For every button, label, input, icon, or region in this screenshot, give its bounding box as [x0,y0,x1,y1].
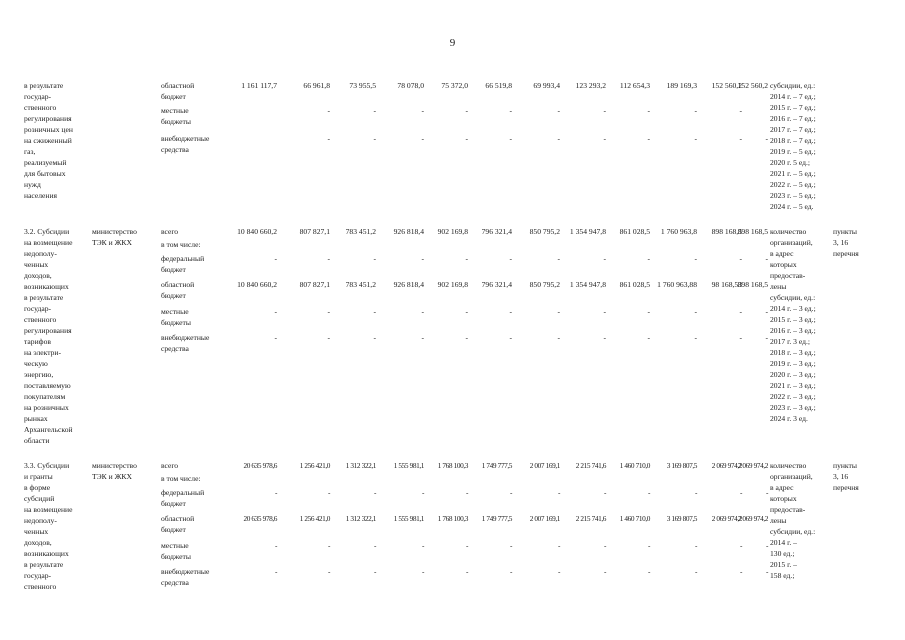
page-number: 9 [449,37,456,49]
funding-value-cell: - [509,567,512,576]
funding-source-label: внебюджетные средства [161,333,210,353]
funding-value-cell: - [647,134,650,143]
funding-source-label: всего [161,227,179,236]
funding-value-cell: - [694,254,697,263]
funding-value-cell: - [694,488,697,497]
funding-value-cell: - [465,488,468,497]
funding-value-cell: - [274,307,277,316]
funding-value-cell: - [465,307,468,316]
funding-source-label: всего [161,461,179,470]
funding-value-cell: - [765,333,768,342]
funding-value-cell: - [765,488,768,497]
item-reference: пункты 3, 16 перечня [833,227,859,258]
item-description: 3.2. Субсидии на возмещение недополу- ченных доходов, возникающих в результате государ- ственного регулирования тарифов на электри- ческую энергию, поставляемую покупателям на розничных рынках Архангельской области [24,227,73,445]
funding-source-label: внебюджетные средства [161,567,210,587]
funding-value-cell: 807 827,1 [299,280,330,289]
funding-value-cell: - [465,333,468,342]
funding-value-cell: 898 168,5 [711,227,742,236]
funding-value-cell: 2 069 974,2 [737,461,768,470]
funding-value-cell: - [603,134,606,143]
funding-value-cell: - [739,541,742,550]
funding-value-cell: - [421,307,424,316]
funding-value-cell: - [421,106,424,115]
funding-value-cell: - [327,106,330,115]
funding-value-cell: - [694,307,697,316]
funding-value-cell: - [421,254,424,263]
funding-value-cell: - [765,254,768,263]
funding-value-cell: 2 215 741,6 [575,514,606,523]
funding-value-cell: 796 321,4 [481,280,512,289]
funding-source-label: местные бюджеты [161,541,191,561]
funding-value-cell: - [274,254,277,263]
funding-value-cell: - [465,106,468,115]
item-description: 3.3. Субсидии и гранты в форме субсидий на возмещение недополу- ченных доходов, возникающих в результате государ- ственного [24,461,73,591]
item-executor: министерство ТЭК и ЖКХ [92,227,137,247]
funding-value-cell: 152 560,2 [737,81,768,90]
funding-value-cell: - [327,333,330,342]
funding-source-label: областной бюджет [161,280,195,300]
funding-value-cell: 1 555 981,1 [393,514,424,523]
funding-source-label: внебюджетные средства [161,134,210,154]
program-item-3-2 [0,226,905,445]
funding-value-cell: 75 372,0 [441,81,468,90]
item-indicator: количество организаций, в адрес которых предостав- лены субсидии, ед.: 2014 г. – 130 ед.; 2015 г. – 158 ед.; [770,461,816,580]
funding-value-cell: - [327,134,330,143]
item-executor: министерство ТЭК и ЖКХ [92,461,137,481]
funding-row-values [0,279,905,290]
funding-row-values [0,487,905,498]
funding-value-cell: 20 635 978,6 [243,461,277,470]
funding-value-cell: - [421,134,424,143]
funding-value-cell: 861 028,5 [619,280,650,289]
funding-value-cell: 2 007 169,1 [529,514,560,523]
funding-value-cell: - [327,567,330,576]
funding-value-cell: 98 168,53 [711,280,742,289]
funding-value-cell: 1 256 421,0 [299,514,330,523]
funding-value-cell: - [421,333,424,342]
funding-value-cell: - [327,307,330,316]
funding-value-cell: 1 749 777,5 [481,461,512,470]
funding-row-values [0,332,905,343]
funding-value-cell: - [509,106,512,115]
funding-value-cell: - [465,134,468,143]
funding-value-cell: - [739,488,742,497]
funding-value-cell: - [274,567,277,576]
funding-value-cell: - [694,333,697,342]
funding-value-cell: - [557,134,560,143]
program-item-3-3 [0,460,905,600]
funding-value-cell: - [509,488,512,497]
funding-value-cell: - [373,106,376,115]
funding-value-cell: 861 028,5 [619,227,650,236]
funding-value-cell: 1 354 947,8 [569,280,606,289]
item-reference: пункты 3, 16 перечня [833,461,859,492]
funding-value-cell: - [694,134,697,143]
funding-value-cell: 2 069 974,2 [711,461,742,470]
funding-value-cell: - [509,134,512,143]
funding-value-cell: 1 768 100,3 [437,514,468,523]
funding-value-cell: 850 795,2 [529,227,560,236]
funding-value-cell: - [373,134,376,143]
funding-value-cell: 1 312 322,1 [345,514,376,523]
funding-value-cell: 3 169 807,5 [666,461,697,470]
funding-value-cell: - [557,307,560,316]
funding-value-cell: 2 069 974,2 [711,514,742,523]
funding-value-cell: 807 827,1 [299,227,330,236]
funding-value-cell: 3 169 807,5 [666,514,697,523]
funding-value-cell: - [421,541,424,550]
funding-value-cell: 796 321,4 [481,227,512,236]
funding-value-cell: - [739,307,742,316]
funding-value-cell: - [274,333,277,342]
funding-value-cell: - [603,541,606,550]
funding-value-cell: - [373,567,376,576]
funding-value-cell: - [509,333,512,342]
funding-value-cell: 1 312 322,1 [345,461,376,470]
funding-value-cell: 1 768 100,3 [437,461,468,470]
funding-value-cell: 1 760 963,88 [657,280,697,289]
funding-value-cell: - [739,567,742,576]
funding-source-label: федеральный бюджет [161,254,205,274]
funding-value-cell: - [327,541,330,550]
funding-value-cell: 850 795,2 [529,280,560,289]
funding-value-cell: - [327,488,330,497]
funding-value-cell: - [739,106,742,115]
funding-value-cell: - [465,567,468,576]
funding-value-cell: 1 354 947,8 [569,227,606,236]
funding-value-cell: - [603,307,606,316]
funding-value-cell: - [765,541,768,550]
funding-value-cell: 926 818,4 [393,227,424,236]
funding-value-cell: - [765,567,768,576]
funding-source-label: областной бюджет [161,81,195,101]
funding-value-cell: 78 078,0 [397,81,424,90]
funding-source-label: местные бюджеты [161,307,191,327]
funding-value-cell: - [465,541,468,550]
funding-value-cell: - [373,541,376,550]
funding-source-label: местные бюджеты [161,106,191,126]
funding-value-cell: - [739,254,742,263]
funding-value-cell: 926 818,4 [393,280,424,289]
funding-value-cell: 20 635 978,6 [243,514,277,523]
funding-value-cell: 1 760 963,8 [660,227,697,236]
funding-value-cell: 1 460 710,0 [619,514,650,523]
program-item-lpg-subsidy [0,80,905,215]
funding-source-label: областной бюджет [161,514,195,534]
funding-value-cell: - [647,106,650,115]
funding-value-cell: - [647,254,650,263]
funding-value-cell: - [647,307,650,316]
funding-value-cell: 66 519,8 [485,81,512,90]
funding-value-cell: - [765,134,768,143]
funding-value-cell: - [647,541,650,550]
funding-row-values [0,513,905,524]
funding-value-cell: - [603,567,606,576]
funding-value-cell: - [557,488,560,497]
funding-value-cell: 66 961,8 [303,81,330,90]
funding-value-cell: - [739,333,742,342]
funding-value-cell: - [465,254,468,263]
funding-value-cell: 783 451,2 [345,280,376,289]
funding-value-cell: 2 069 974,2 [737,514,768,523]
funding-source-label: в том числе: [161,240,201,249]
funding-value-cell: 112 654,3 [619,81,650,90]
funding-value-cell: 1 161 117,7 [241,81,277,90]
funding-row-values [0,80,905,91]
funding-value-cell: - [509,254,512,263]
funding-value-cell: 902 169,8 [437,227,468,236]
funding-value-cell: - [421,488,424,497]
funding-value-cell: 1 460 710,0 [619,461,650,470]
funding-value-cell: 2 215 741,6 [575,461,606,470]
funding-value-cell: - [373,488,376,497]
funding-value-cell: - [739,134,742,143]
funding-value-cell: 902 169,8 [437,280,468,289]
funding-value-cell: - [765,307,768,316]
funding-value-cell: 1 256 421,0 [299,461,330,470]
funding-value-cell: - [647,333,650,342]
funding-value-cell: - [647,567,650,576]
funding-value-cell: - [373,254,376,263]
funding-value-cell: 73 955,5 [349,81,376,90]
funding-source-label: в том числе: [161,474,201,483]
item-indicator: субсидии, ед.: 2014 г. – 7 ед.; 2015 г. – 7 ед.; 2016 г. – 7 ед.; 2017 г. – 7 ед.; 2018 г. – 7 ед.; 2019 г. – 5 ед.; 2020 г. 5 ед.; 2021 г. – 5 ед.; 2022 г. – 5 ед.; 2023 г. – 5 ед.; 2024 г. – 5 ед. [770,81,816,211]
funding-value-cell: - [557,106,560,115]
funding-value-cell: - [557,333,560,342]
funding-value-cell: - [373,333,376,342]
funding-value-cell: - [274,488,277,497]
funding-value-cell: - [509,307,512,316]
funding-value-cell: 1 749 777,5 [481,514,512,523]
funding-value-cell: 783 451,2 [345,227,376,236]
funding-row-values [0,226,905,237]
funding-value-cell: - [421,567,424,576]
funding-source-label: федеральный бюджет [161,488,205,508]
funding-value-cell: - [557,541,560,550]
funding-value-cell: 69 993,4 [533,81,560,90]
funding-value-cell: - [603,333,606,342]
funding-value-cell: - [557,567,560,576]
funding-value-cell: - [373,307,376,316]
funding-row-values [0,105,905,116]
funding-value-cell: - [509,541,512,550]
funding-value-cell: - [327,254,330,263]
funding-value-cell: 10 840 660,2 [237,280,277,289]
funding-value-cell: 152 560,2 [711,81,742,90]
funding-value-cell: - [603,488,606,497]
funding-value-cell: - [603,254,606,263]
funding-row-values [0,306,905,317]
funding-value-cell: - [694,567,697,576]
funding-value-cell: 189 169,3 [666,81,697,90]
funding-value-cell: 10 840 660,2 [237,227,277,236]
funding-value-cell: 2 007 169,1 [529,461,560,470]
funding-row-values [0,253,905,264]
funding-value-cell: - [647,488,650,497]
funding-value-cell: 898 168,5 [737,280,768,289]
funding-row-values [0,566,905,577]
item-indicator: количество организаций, в адрес которых предостав- лены субсидии, ед.: 2014 г. – 3 ед.; 2015 г. – 3 ед.; 2016 г. – 3 ед.; 2017 г. 3 ед.; 2018 г. – 3 ед.; 2019 г. – 3 ед.; 2020 г. – 3 ед.; 2021 г. – 3 ед.; 2022 г. – 3 ед.; 2023 г. – 3 ед.; 2024 г. 3 ед. [770,227,816,423]
funding-value-cell: 898 168,5 [737,227,768,236]
funding-row-values [0,460,905,471]
funding-row-values [0,133,905,144]
funding-value-cell: - [274,541,277,550]
funding-value-cell: - [694,541,697,550]
funding-row-values [0,540,905,551]
item-description: в результате государ- ственного регулирования розничных цен на сжиженный газ, реализуемый для бытовых нужд населения [24,81,73,200]
funding-value-cell: - [557,254,560,263]
funding-value-cell: - [694,106,697,115]
funding-value-cell: - [603,106,606,115]
funding-value-cell: 123 293,2 [575,81,606,90]
funding-value-cell: 1 555 981,1 [393,461,424,470]
